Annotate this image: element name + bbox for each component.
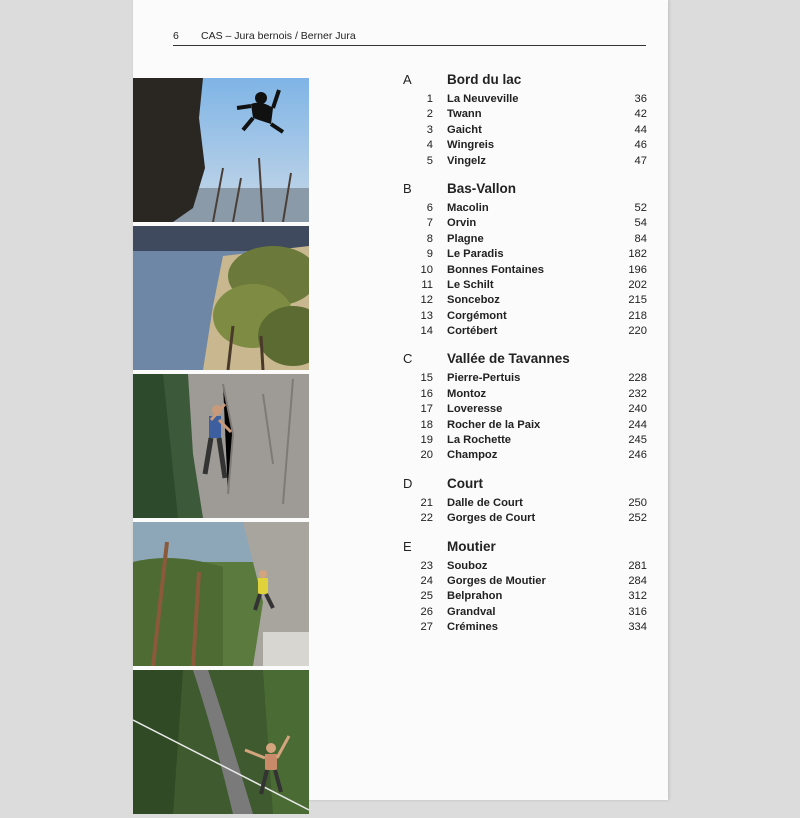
section-heading bbox=[403, 181, 647, 202]
entry-page: 182 bbox=[628, 248, 647, 261]
entry-name: Gaicht bbox=[447, 123, 482, 136]
entry-page: 42 bbox=[634, 108, 647, 121]
entry-number: 22 bbox=[420, 512, 433, 525]
entry-page: 250 bbox=[628, 496, 647, 509]
running-title: CAS – Jura bernois / Berner Jura bbox=[201, 30, 356, 42]
entry-page: 52 bbox=[634, 201, 647, 214]
toc-entry bbox=[403, 512, 647, 527]
entry-page: 284 bbox=[628, 574, 647, 587]
section-letter: D bbox=[403, 475, 413, 491]
slackline-gorge-photo bbox=[133, 670, 309, 814]
entry-page: 196 bbox=[628, 263, 647, 276]
entry-name: Souboz bbox=[447, 559, 488, 572]
entry-page: 252 bbox=[628, 512, 647, 525]
toc-entry bbox=[403, 434, 647, 449]
toc-entry bbox=[403, 233, 647, 248]
toc-entry bbox=[403, 419, 647, 434]
entry-number: 26 bbox=[420, 605, 433, 618]
entry-page: 44 bbox=[634, 123, 647, 136]
entry-name: Plagne bbox=[447, 232, 484, 245]
toc-entry bbox=[403, 449, 647, 464]
entry-page: 84 bbox=[634, 232, 647, 245]
toc-section bbox=[403, 72, 647, 170]
entry-number: 24 bbox=[420, 574, 433, 587]
entry-name: Gorges de Moutier bbox=[447, 574, 546, 587]
entry-number: 18 bbox=[420, 418, 433, 431]
section-letter: B bbox=[403, 180, 412, 196]
photo-strip bbox=[133, 78, 309, 818]
entry-page: 54 bbox=[634, 217, 647, 230]
forest-climber-photo bbox=[133, 522, 309, 666]
entry-number: 19 bbox=[420, 434, 433, 447]
toc-entry bbox=[403, 108, 647, 123]
climber-wall-photo bbox=[133, 374, 309, 518]
section-heading bbox=[403, 351, 647, 372]
book-page bbox=[133, 0, 668, 800]
entry-number: 9 bbox=[426, 248, 433, 261]
toc-entry bbox=[403, 202, 647, 217]
entry-name: Dalle de Court bbox=[447, 496, 523, 509]
section-letter: A bbox=[403, 72, 412, 87]
entry-name: Corgémont bbox=[447, 309, 507, 322]
section-title: Bord du lac bbox=[447, 72, 522, 87]
entry-page: 228 bbox=[628, 372, 647, 385]
entry-page: 232 bbox=[628, 387, 647, 400]
entry-number: 15 bbox=[420, 372, 433, 385]
entry-number: 11 bbox=[421, 278, 433, 291]
entry-number: 7 bbox=[426, 217, 433, 230]
toc-entry bbox=[403, 139, 647, 154]
entry-page: 202 bbox=[628, 278, 647, 291]
toc-entry bbox=[403, 155, 647, 170]
toc-entry bbox=[403, 279, 647, 294]
entry-page: 316 bbox=[628, 605, 647, 618]
entry-number: 5 bbox=[426, 154, 433, 167]
entry-number: 12 bbox=[420, 294, 433, 307]
entry-name: Crémines bbox=[447, 621, 498, 634]
entry-page: 281 bbox=[628, 559, 647, 572]
entry-number: 8 bbox=[426, 232, 433, 245]
entry-name: Grandval bbox=[447, 605, 496, 618]
toc-entry bbox=[403, 606, 647, 621]
entry-page: 240 bbox=[628, 403, 647, 416]
section-heading bbox=[403, 476, 647, 497]
entry-name: Orvin bbox=[447, 217, 477, 230]
entry-name: Wingreis bbox=[447, 139, 495, 152]
toc-entry bbox=[403, 575, 647, 590]
entry-name: Belprahon bbox=[447, 590, 503, 603]
toc-entry bbox=[403, 248, 647, 263]
entry-page: 244 bbox=[628, 418, 647, 431]
toc-entry bbox=[403, 294, 647, 309]
entry-name: Pierre-Pertuis bbox=[447, 372, 521, 385]
entry-name: Montoz bbox=[447, 387, 487, 400]
entry-number: 6 bbox=[426, 201, 433, 214]
entry-name: Gorges de Court bbox=[447, 512, 536, 525]
toc-entry bbox=[403, 388, 647, 403]
entry-page: 47 bbox=[634, 154, 647, 167]
entry-name: La Neuveville bbox=[447, 93, 519, 105]
entry-name: Loveresse bbox=[447, 403, 503, 416]
entry-page: 215 bbox=[628, 294, 647, 307]
entry-name: Le Schilt bbox=[447, 278, 494, 291]
section-title: Vallée de Tavannes bbox=[447, 351, 570, 367]
entry-page: 334 bbox=[628, 621, 647, 634]
entry-page: 36 bbox=[634, 93, 647, 105]
entry-name: Rocher de la Paix bbox=[447, 418, 541, 431]
toc-section bbox=[403, 539, 647, 637]
entry-number: 13 bbox=[420, 309, 433, 322]
toc-entry bbox=[403, 372, 647, 387]
entry-page: 218 bbox=[628, 309, 647, 322]
running-header bbox=[173, 30, 646, 46]
entry-number: 25 bbox=[420, 590, 433, 603]
toc-entry bbox=[403, 217, 647, 232]
entry-page: 246 bbox=[628, 449, 647, 462]
entry-name: Vingelz bbox=[447, 154, 486, 167]
climber-roof-photo bbox=[133, 78, 309, 222]
section-heading bbox=[403, 72, 647, 93]
toc-entry bbox=[403, 403, 647, 418]
section-title: Moutier bbox=[447, 538, 496, 554]
entry-page: 312 bbox=[628, 590, 647, 603]
toc-section bbox=[403, 476, 647, 528]
entry-number: 3 bbox=[426, 123, 433, 136]
entry-number: 10 bbox=[420, 263, 433, 276]
entry-number: 21 bbox=[420, 496, 433, 509]
lake-cliff-photo bbox=[133, 226, 309, 370]
entry-name: Macolin bbox=[447, 201, 489, 214]
toc-entry bbox=[403, 264, 647, 279]
toc-entry bbox=[403, 497, 647, 512]
entry-number: 16 bbox=[420, 387, 433, 400]
entry-name: Cortébert bbox=[447, 325, 498, 338]
toc-section bbox=[403, 181, 647, 341]
section-letter: C bbox=[403, 351, 413, 367]
toc-entry bbox=[403, 93, 647, 108]
toc-entry bbox=[403, 325, 647, 340]
table-of-contents bbox=[403, 72, 647, 648]
entry-number: 20 bbox=[420, 449, 433, 462]
toc-section bbox=[403, 351, 647, 464]
entry-number: 27 bbox=[420, 621, 433, 634]
toc-entry bbox=[403, 560, 647, 575]
entry-number: 4 bbox=[426, 139, 433, 152]
entry-name: Bonnes Fontaines bbox=[447, 263, 544, 276]
entry-page: 245 bbox=[628, 434, 647, 447]
toc-entry bbox=[403, 621, 647, 636]
section-title: Court bbox=[447, 475, 483, 491]
entry-page: 220 bbox=[628, 325, 647, 338]
entry-number: 23 bbox=[420, 559, 433, 572]
toc-entry bbox=[403, 590, 647, 605]
entry-number: 14 bbox=[420, 325, 433, 338]
section-heading bbox=[403, 539, 647, 560]
entry-page: 46 bbox=[634, 139, 647, 152]
entry-name: Sonceboz bbox=[447, 294, 500, 307]
entry-number: 1 bbox=[426, 93, 433, 105]
entry-name: Champoz bbox=[447, 449, 498, 462]
section-title: Bas-Vallon bbox=[447, 180, 517, 196]
page-number: 6 bbox=[173, 30, 179, 42]
toc-entry bbox=[403, 310, 647, 325]
entry-name: Twann bbox=[447, 108, 482, 121]
section-letter: E bbox=[403, 538, 412, 554]
entry-name: La Rochette bbox=[447, 434, 512, 447]
toc-entry bbox=[403, 124, 647, 139]
entry-name: Le Paradis bbox=[447, 248, 504, 261]
entry-number: 17 bbox=[420, 403, 433, 416]
entry-number: 2 bbox=[426, 108, 433, 121]
